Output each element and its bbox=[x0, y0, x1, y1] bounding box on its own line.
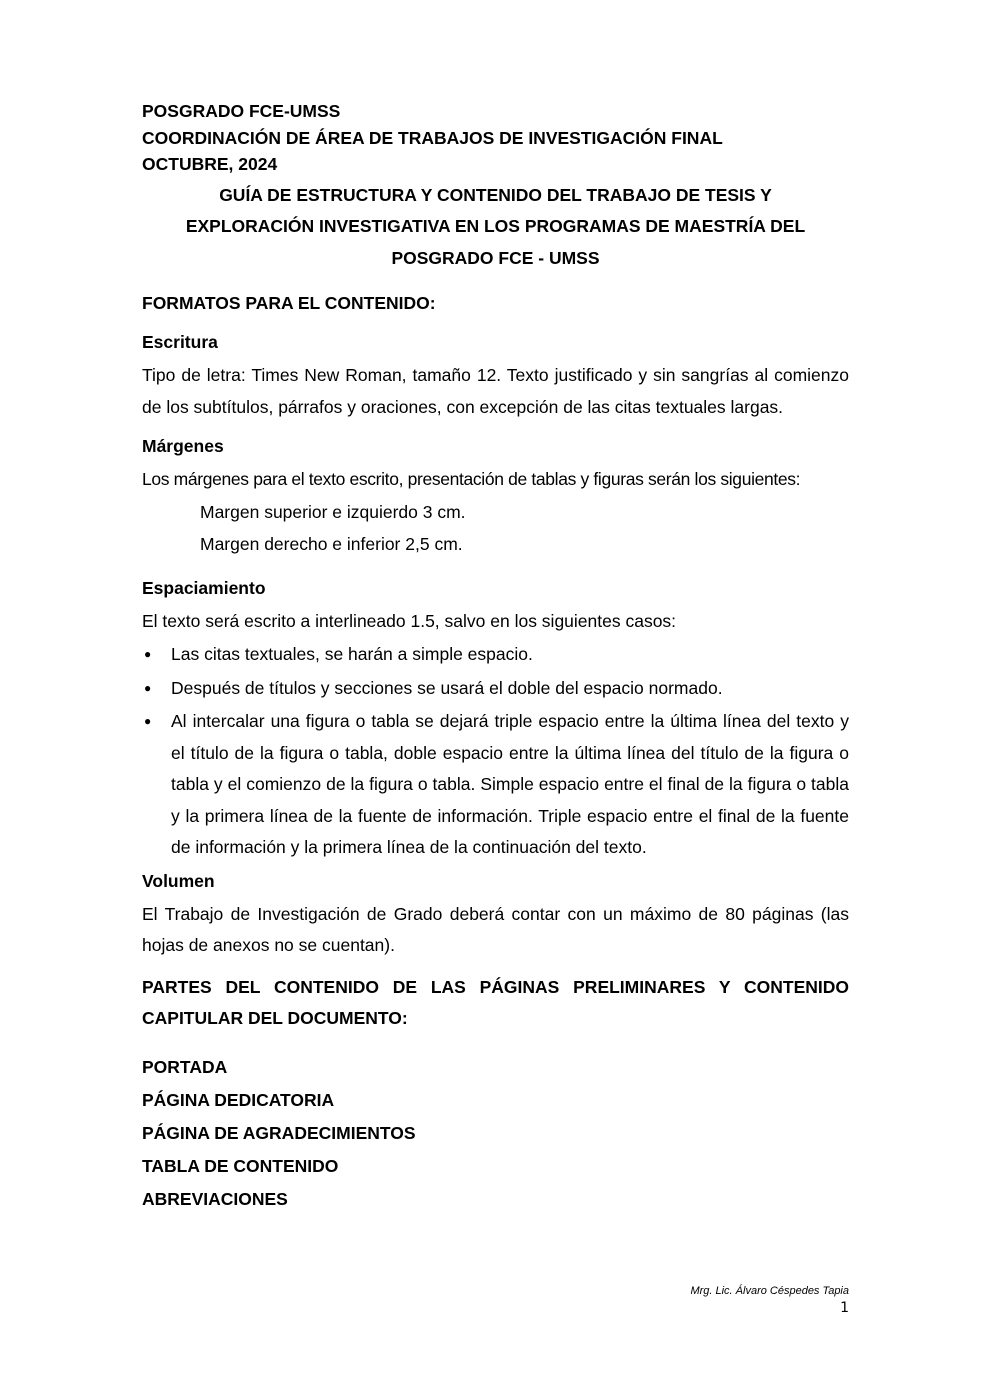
spacing-bullet-list bbox=[142, 639, 849, 864]
bullet-text: Después de títulos y secciones se usará el doble del espacio normado. bbox=[171, 677, 723, 698]
list-item bbox=[142, 673, 849, 705]
list-item: PORTADA bbox=[142, 1056, 228, 1077]
bullet-icon: ● bbox=[144, 647, 152, 661]
document-page bbox=[142, 98, 849, 1216]
escritura-heading: Escritura bbox=[142, 332, 218, 352]
margin-item-right-bottom: Margen derecho e inferior 2,5 cm. bbox=[200, 534, 463, 554]
parts-heading: PARTES DEL CONTENIDO DE LAS PÁGINAS PRELIMINARES Y CONTENIDO CAPITULAR DEL DOCUMENTO: bbox=[142, 976, 849, 1028]
title-line-2: EXPLORACIÓN INVESTIGATIVA EN LOS PROGRAMAS DE MAESTRÍA DEL bbox=[185, 216, 806, 236]
document-title bbox=[142, 180, 849, 275]
volumen-heading: Volumen bbox=[142, 870, 215, 891]
list-item bbox=[142, 639, 849, 671]
list-item: ABREVIACIONES bbox=[142, 1188, 288, 1209]
escritura-text: Tipo de letra: Times New Roman, tamaño 12. Texto justificado y sin sangrías al comienzo de los subtítulos, párrafos y oraciones, con excepción de las citas textuales largas. bbox=[142, 365, 849, 417]
footer-author: Mrg. Lic. Álvaro Céspedes Tapia bbox=[690, 1285, 849, 1297]
list-item bbox=[142, 706, 849, 864]
bullet-icon: ● bbox=[144, 714, 152, 728]
list-item: PÁGINA DE AGRADECIMIENTOS bbox=[142, 1122, 416, 1143]
header-date: OCTUBRE, 2024 bbox=[142, 154, 278, 174]
list-item: PÁGINA DEDICATORIA bbox=[142, 1089, 335, 1110]
formats-heading: FORMATOS PARA EL CONTENIDO: bbox=[142, 293, 436, 313]
page-footer bbox=[690, 1283, 849, 1317]
header-coordination: COORDINACIÓN DE ÁREA DE TRABAJOS DE INVESTIGACIÓN FINAL bbox=[142, 127, 723, 148]
bullet-icon: ● bbox=[144, 680, 152, 695]
margin-item-top-left: Margen superior e izquierdo 3 cm. bbox=[200, 501, 466, 522]
title-line-3: POSGRADO FCE - UMSS bbox=[391, 247, 600, 268]
preliminary-pages-list bbox=[142, 1051, 849, 1216]
espaciamiento-text: El texto será escrito a interlineado 1.5, salvo en los siguientes casos: bbox=[142, 610, 677, 631]
margenes-text: Los márgenes para el texto escrito, presentación de tablas y figuras serán los siguientes: bbox=[142, 469, 801, 489]
page-number: 1 bbox=[840, 1300, 849, 1316]
espaciamiento-heading: Espaciamiento bbox=[142, 577, 266, 598]
header-institution: POSGRADO FCE-UMSS bbox=[142, 101, 341, 121]
title-line-1: GUÍA DE ESTRUCTURA Y CONTENIDO DEL TRABAJO DE TESIS Y bbox=[219, 184, 772, 205]
list-item: TABLA DE CONTENIDO bbox=[142, 1155, 339, 1176]
margenes-heading: Márgenes bbox=[142, 436, 224, 456]
bullet-text: Las citas textuales, se harán a simple espacio. bbox=[171, 644, 533, 664]
volumen-text: El Trabajo de Investigación de Grado deberá contar con un máximo de 80 páginas (las hojas de anexos no se cuentan). bbox=[142, 903, 849, 955]
bullet-text: Al intercalar una figura o tabla se dejará triple espacio entre la última línea del texto y el título de la figura o tabla, doble espacio entre la última línea del título de la figura o tabla y el comienzo de la figura o tabla. Simple espacio entre el final de la figura o tabla y la primera línea de la fuente de información. Triple espacio entre el final de la fuente de información y la primera línea de la continuación del texto. bbox=[171, 711, 849, 857]
